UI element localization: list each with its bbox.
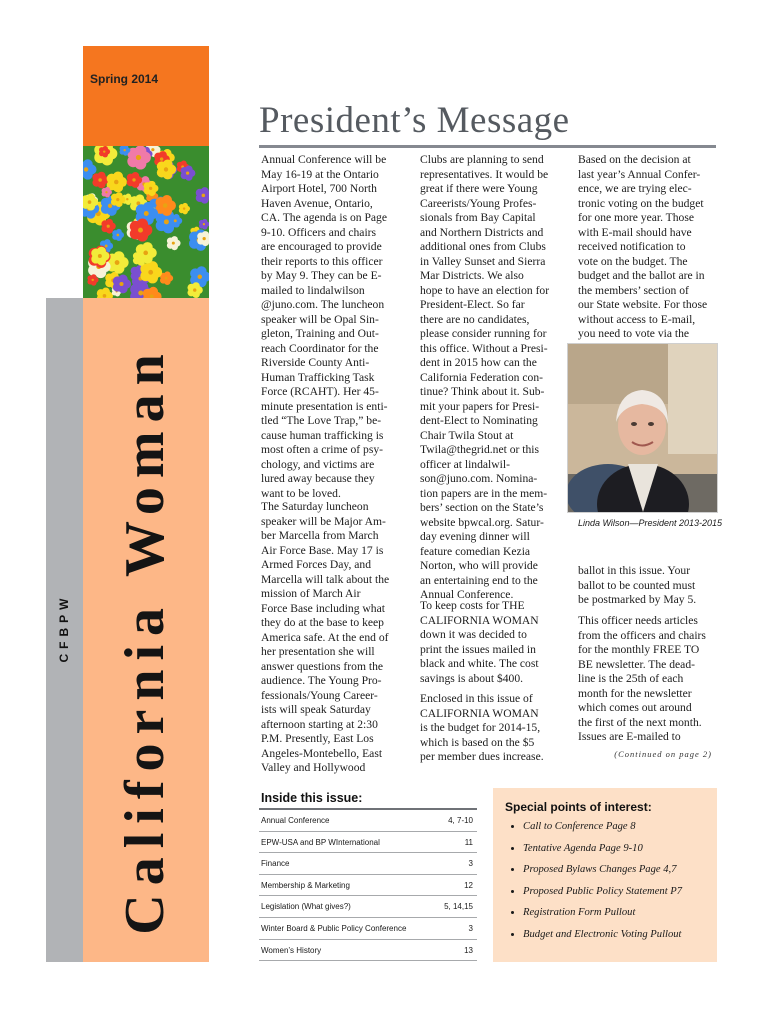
text-line: with E-mail should have [578,225,692,239]
text-line: in Valley Sunset and Sierra [420,254,546,268]
special-point-item: • Proposed Public Policy Statement P7 [523,885,713,907]
text-line: Valley and Hollywood [261,761,366,774]
text-line: this office. Without a Presi- [420,341,548,355]
text-line: speaker will be Major Am- [261,514,386,528]
text-line: afternoon starting at 2:30 [261,717,378,731]
text-line: want to be loved. [261,486,341,500]
photo-caption: Linda Wilson—President 2013-2015 [578,518,723,528]
text-line: most often a crime of psy- [261,443,384,456]
text-line: This officer needs articles [578,614,698,627]
text-line: for the monthly FREE TO [578,643,700,656]
text-line: tinue? Think about it. Sub- [420,385,545,398]
text-line: vote on the budget. The [578,254,688,268]
toc-label: Legislation (What gives?) [261,902,351,912]
text-line: CALIFORNIA WOMAN [420,706,539,720]
article-title: President’s Message [259,100,570,141]
text-line: chology, and victims are [261,457,375,471]
text-line: tled “The Love Trap,” be- [261,414,382,427]
text-line: Haven Avenue, Ontario, [261,196,373,210]
text-line: P.M. Presently, East Los [261,732,374,745]
inside-issue-heading: Inside this issue: [261,791,363,805]
text-line: minute presentation is enti- [261,399,388,413]
text-line: Twila@thegrid.net or this [420,443,540,456]
toc-label: Winter Board & Public Policy Conference [261,923,407,933]
text-line: audience. The Young Pro- [261,674,382,687]
text-line: print the issues mailed in [420,642,536,656]
text-line: down it was decided to [420,628,527,641]
text-line: Armed Forces Day, and [261,558,371,571]
text-line: Human Trafficking Task [261,370,375,384]
column-2-paragraph-2 [420,599,560,686]
text-line: without access to E-mail, [578,312,696,326]
toc-page: 4, 7-10 [448,816,473,825]
text-line: son@juno.com. Nomina- [420,472,538,485]
text-line: ence, we are trying elec- [578,182,692,195]
text-line: dent in 2015 how can the [420,356,537,369]
toc-row [259,896,477,918]
text-line: BE newsletter. The dead- [578,657,695,671]
toc-row [259,853,477,875]
toc-label: Finance [261,859,290,869]
column-1-paragraph-1 [261,153,401,501]
text-line: ballot to be counted must [578,578,696,592]
organization-acronym: CFBPW [57,593,71,663]
text-line: the members’ section of [578,283,689,297]
text-line: mit your papers for Presi- [420,399,540,413]
text-line: Based on the decision at [578,153,691,166]
special-point-item: • Proposed Bylaws Changes Page 4,7 [523,863,713,885]
special-point-item: • Call to Conference Page 8 [523,820,713,842]
special-point-item: • Registration Form Pullout [523,906,713,928]
text-line: feature comedian Kezia [420,544,531,558]
text-line: cause human trafficking is [261,428,384,442]
text-line: Annual Conference will be [261,153,387,166]
text-line: ballot in this issue. Your [578,564,691,577]
text-line: is the budget for 2014-15, [420,721,541,734]
special-point-item: • Tentative Agenda Page 9-10 [523,842,713,864]
text-line: last year’s Annual Confer- [578,167,701,181]
title-divider [259,145,716,148]
text-line: CA. The agenda is on Page [261,211,388,224]
text-line: black and white. The cost [420,657,539,670]
text-line: month for the newsletter [578,686,692,700]
toc-page: 11 [464,837,473,847]
text-line: Force (RCAHT). Her 45- [261,385,379,398]
text-line: @juno.com. The luncheon [261,298,385,311]
text-line: Chair Twila Stout at [420,428,514,442]
text-line: Enclosed in this issue of [420,692,533,705]
column-3-paragraph-3 [578,614,716,745]
masthead-title: California Woman [114,345,176,935]
toc-page: 12 [464,880,473,890]
continued-notice: (Continued on page 2) [614,749,712,759]
toc-row [259,810,477,832]
special-point-item: • Budget and Electronic Voting Pullout [523,928,713,950]
text-line: Force Base including what [261,601,385,615]
text-line: tion papers are in the mem- [420,486,548,500]
text-line: are encouraged to provide [261,240,382,253]
text-line: Airport Hotel, 700 North [261,182,377,195]
text-line: by May 9. They can be E- [261,269,382,282]
toc-page: 13 [464,945,473,955]
text-line: her presentation she will [261,645,375,658]
text-line: savings is about $400. [420,671,524,685]
toc-row [259,940,477,962]
text-line: for one more year. Those [578,211,695,224]
toc-row [259,875,477,897]
text-line: they do at the base to keep [261,616,384,629]
header-orange-block [83,46,209,146]
text-line: you need to vote via the [578,327,690,340]
text-line: representatives. It would be [420,167,549,181]
text-line: mission of March Air [261,587,361,600]
inside-issue-table [259,810,477,961]
text-line: The Saturday luncheon [261,500,369,513]
text-line: tronic voting on the budget [578,196,704,210]
text-line: Annual Conference. [420,588,514,601]
text-line: speaker will be Opal Sin- [261,312,379,326]
text-line: our State website. For those [578,298,708,311]
text-line: Mar Districts. We also [420,269,524,282]
text-line: CALIFORNIA WOMAN [420,613,539,627]
text-line: which is based on the $5 [420,735,535,749]
text-line: To keep costs for THE [420,599,525,612]
toc-label: EPW-USA and BP WInternational [261,837,380,847]
text-line: and Northern Districts and [420,225,544,239]
text-line: from the officers and chairs [578,628,706,642]
text-line: May 16-19 at the Ontario [261,167,379,181]
text-line: Marcella will talk about the [261,572,390,586]
text-line: lured away because they [261,472,375,485]
text-line: gleton, Training and Out- [261,327,379,340]
column-1-paragraph-2 [261,500,401,776]
text-line: day evening dinner will [420,530,530,543]
text-line: Norton, who will provide [420,559,538,572]
text-line: California Federation con- [420,370,543,384]
special-points-list [499,820,713,949]
text-line: Clubs are planning to send [420,153,544,166]
text-line: budget and the ballot are in [578,269,705,282]
text-line: reach Coordinator for the [261,341,379,355]
text-line: dent-Elect to Nominating [420,414,538,427]
text-line: per member dues increase. [420,750,544,763]
text-line: President-Elect. So far [420,298,525,311]
text-line: which comes out around [578,701,692,714]
text-line: bers’ section on the State’s [420,501,544,514]
text-line: great if there were Young [420,182,538,195]
flower-pattern-image [83,146,209,298]
text-line: received notification to [578,240,686,253]
toc-label: Annual Conference [261,816,330,825]
column-3-paragraph-2 [578,564,716,608]
toc-row [259,832,477,854]
text-line: the first of the next month. [578,715,702,729]
text-line: Riverside County Anti- [261,356,370,369]
text-line: 9-10. Officers and chairs [261,225,377,239]
text-line: ists will speak Saturday [261,703,371,716]
issue-season: Spring 2014 [90,72,159,86]
text-line: Careerists/Young Profes- [420,196,537,210]
text-line: website bpwcal.org. Satur- [420,515,544,529]
text-line: officer at lindalwil- [420,457,510,471]
text-line: there are no candidates, [420,312,530,326]
toc-label: Membership & Marketing [261,880,350,890]
text-line: mailed to lindalwilson [261,283,365,297]
toc-page: 3 [468,859,473,869]
text-line: additional ones from Clubs [420,240,546,253]
text-line: America safe. At the end of [261,630,389,644]
toc-page: 5, 14,15 [444,902,473,912]
text-line: be postmarked by May 5. [578,593,697,606]
text-line: Air Force Base. May 17 is [261,543,384,557]
text-line: line is the 25th of each [578,672,684,685]
toc-label: Women’s History [261,945,322,955]
special-points-box [493,788,717,962]
text-line: ber Marcella from March [261,529,379,542]
text-line: fessionals/Young Career- [261,688,378,702]
text-line: please consider running for [420,327,547,340]
text-line: Angeles-Montebello, East [261,746,383,760]
special-points-heading: Special points of interest: [505,800,652,814]
toc-row [259,918,477,940]
text-line: answer questions from the [261,659,384,673]
president-photo [567,343,718,513]
text-line: Issues are E-mailed to [578,730,681,743]
column-3-paragraph-1 [578,153,716,342]
text-line: their reports to this officer [261,254,383,268]
column-2-paragraph-1 [420,153,560,603]
toc-page: 3 [468,923,473,933]
text-line: hope to have an election for [420,283,550,297]
text-line: sionals from Bay Capital [420,211,536,224]
text-line: an entertaining end to the [420,573,538,587]
column-2-paragraph-3 [420,692,560,765]
